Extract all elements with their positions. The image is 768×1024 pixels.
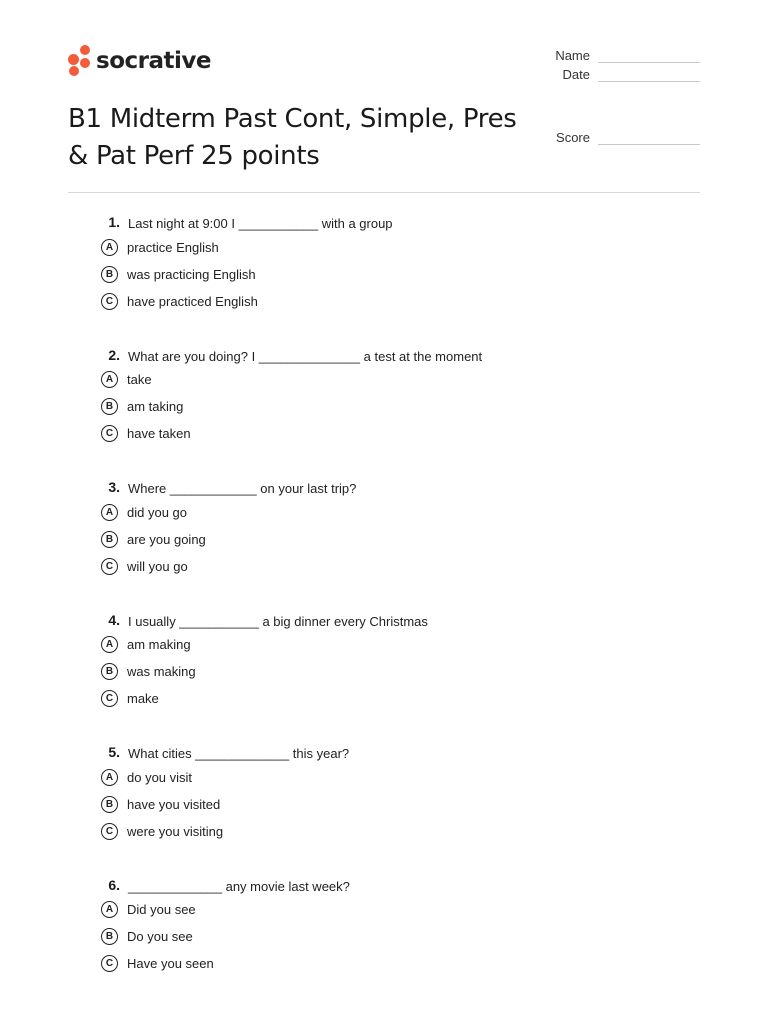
answer-option	[101, 900, 196, 920]
option-letter-circle: A	[101, 769, 118, 786]
score-label: Score	[556, 130, 590, 145]
answer-option	[101, 767, 192, 787]
name-label: Name	[555, 48, 590, 63]
answer-option	[101, 662, 196, 682]
option-text: am making	[127, 637, 191, 652]
header-divider	[68, 192, 700, 193]
brand-name: socrative	[96, 48, 211, 74]
question	[0, 611, 768, 744]
name-line	[598, 51, 700, 63]
question-number: 2.	[108, 346, 120, 363]
question	[0, 743, 768, 876]
option-text: were you visiting	[127, 823, 224, 839]
question-number: 1.	[108, 214, 120, 230]
option-text: Have you seen	[127, 956, 214, 971]
option-text: was practicing English	[127, 266, 256, 282]
option-text: make	[127, 691, 159, 706]
option-text: will you go	[127, 558, 188, 574]
question-list	[0, 213, 768, 1008]
answer-option	[101, 237, 219, 257]
question-number: 5.	[108, 744, 120, 760]
question	[0, 876, 768, 1009]
answer-option	[101, 264, 256, 284]
option-text: was making	[127, 664, 196, 679]
question-text: I usually ___________ a big dinner every Christmas	[128, 613, 428, 629]
answer-option	[101, 927, 193, 947]
answer-option	[101, 424, 191, 444]
option-letter-circle: A	[101, 504, 118, 521]
date-line	[598, 70, 700, 82]
option-text: have you visited	[127, 796, 221, 812]
option-letter-circle: C	[101, 690, 118, 707]
option-letter-circle: A	[101, 371, 118, 388]
option-letter-circle: B	[101, 663, 118, 680]
option-letter-circle: B	[101, 531, 118, 548]
question	[0, 346, 768, 479]
option-letter-circle: B	[101, 928, 118, 945]
question-text: Last night at 9:00 I ___________ with a group	[128, 216, 393, 231]
question-text: Where ____________ on your last trip?	[128, 481, 357, 496]
socrative-logo	[68, 45, 211, 77]
option-letter-circle: B	[101, 266, 118, 283]
date-label: Date	[562, 67, 590, 82]
question-text: What cities _____________ this year?	[128, 746, 350, 761]
name-field	[550, 48, 700, 63]
answer-option	[101, 370, 152, 390]
score-field	[550, 130, 700, 145]
option-letter-circle: C	[101, 823, 118, 840]
answer-option	[101, 821, 223, 841]
option-text: are you going	[127, 531, 206, 547]
question-text: What are you doing? I ______________ a test at the moment	[128, 348, 483, 364]
answer-option	[101, 397, 183, 417]
option-text: take	[127, 372, 152, 387]
answer-option	[101, 502, 187, 522]
option-text: am taking	[127, 399, 184, 414]
option-letter-circle: B	[101, 398, 118, 415]
date-field	[550, 67, 700, 82]
option-letter-circle: A	[101, 636, 118, 653]
quiz-title: B1 Midterm Past Cont, Simple, Pres & Pat Perf 25 points	[68, 104, 517, 171]
option-letter-circle: C	[101, 293, 118, 310]
answer-option	[101, 954, 214, 974]
option-text: Did you see	[127, 902, 196, 917]
score-line	[598, 133, 700, 145]
answer-option	[101, 794, 220, 814]
option-letter-circle: C	[101, 425, 118, 442]
answer-option	[101, 556, 188, 576]
option-letter-circle: A	[101, 239, 118, 256]
option-text: do you visit	[127, 769, 193, 785]
question-number: 4.	[108, 611, 120, 628]
question-text: _____________ any movie last week?	[128, 878, 350, 894]
option-text: have taken	[127, 426, 191, 441]
option-text: did you go	[127, 504, 187, 520]
answer-option	[101, 635, 191, 655]
option-letter-circle: B	[101, 796, 118, 813]
question-number: 3.	[108, 479, 120, 495]
question	[0, 213, 768, 346]
answer-option	[101, 529, 206, 549]
question	[0, 478, 768, 611]
option-letter-circle: A	[101, 901, 118, 918]
answer-option	[101, 291, 258, 311]
option-text: have practiced English	[127, 293, 258, 309]
option-letter-circle: C	[101, 955, 118, 972]
option-letter-circle: C	[101, 558, 118, 575]
option-text: practice English	[127, 239, 219, 255]
socrative-logo-icon	[68, 45, 92, 77]
answer-option	[101, 689, 159, 709]
option-text: Do you see	[127, 929, 193, 944]
question-number: 6.	[108, 876, 120, 893]
